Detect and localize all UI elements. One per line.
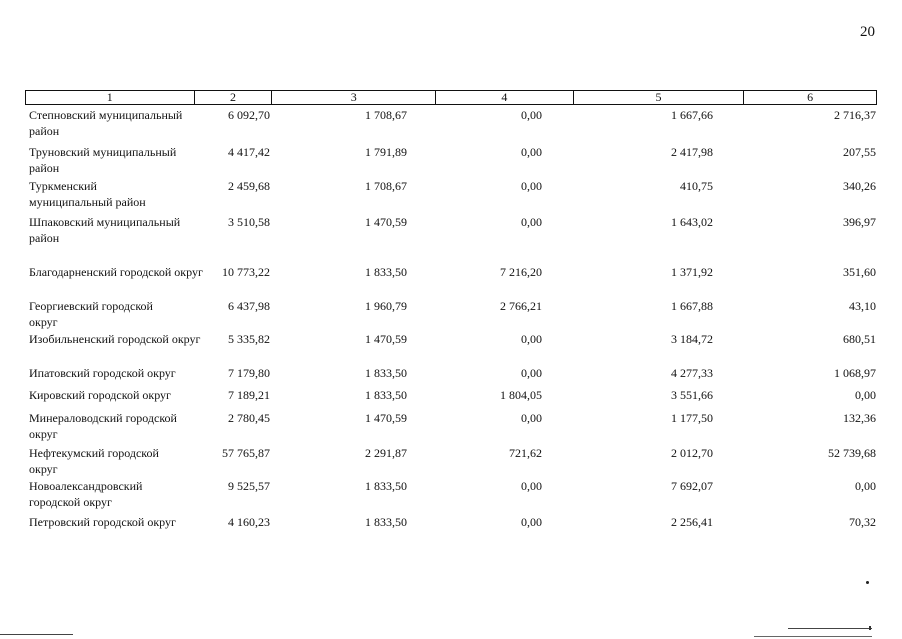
table-row [0, 446, 902, 478]
cell-col-5: 2 012,70 [671, 446, 713, 460]
cell-col-2: 4 417,42 [228, 145, 270, 159]
cell-col-3: 2 291,87 [365, 446, 407, 460]
cell-col-4: 0,00 [521, 108, 542, 122]
cell-col-2: 6 437,98 [228, 299, 270, 313]
cell-col-5: 1 371,92 [671, 265, 713, 279]
cell-col-3: 1 470,59 [365, 215, 407, 229]
cell-col-2: 7 189,21 [228, 388, 270, 402]
table-row [0, 145, 902, 177]
table-header [25, 90, 877, 105]
cell-col-2: 57 765,87 [222, 446, 270, 460]
cell-col-3: 1 791,89 [365, 145, 407, 159]
cell-col-5: 2 256,41 [671, 515, 713, 529]
cell-col-5: 3 184,72 [671, 332, 713, 346]
column-header-5: 5 [574, 91, 745, 104]
row-name: Минераловодский городской округ [29, 411, 177, 441]
row-name: Новоалександровский городской округ [29, 479, 143, 509]
row-name: Изобильненский городской округ [29, 332, 201, 346]
cell-col-5: 2 417,98 [671, 145, 713, 159]
cell-col-6: 680,51 [843, 332, 876, 346]
cell-col-4: 0,00 [521, 479, 542, 493]
cell-col-6: 0,00 [855, 388, 876, 402]
footer-rule-right [788, 628, 872, 629]
cell-col-2: 4 160,23 [228, 515, 270, 529]
table-row [0, 332, 902, 364]
cell-col-2: 10 773,22 [222, 265, 270, 279]
cell-col-3: 1 960,79 [365, 299, 407, 313]
table-row [0, 411, 902, 443]
cell-col-6: 43,10 [849, 299, 876, 313]
row-name: Нефтекумский городской округ [29, 446, 159, 476]
cell-col-4: 2 766,21 [500, 299, 542, 313]
row-name: Благодарненский городской округ [29, 265, 203, 279]
table-row [0, 515, 902, 547]
cell-col-3: 1 833,50 [365, 366, 407, 380]
row-name: Туркменский муниципальный район [29, 179, 146, 209]
table-row [0, 108, 902, 140]
scan-mark-dot [866, 581, 869, 584]
cell-col-3: 1 833,50 [365, 479, 407, 493]
cell-col-3: 1 470,59 [365, 411, 407, 425]
cell-col-6: 396,97 [843, 215, 876, 229]
column-header-3: 3 [272, 91, 436, 104]
row-name: Кировский городской округ [29, 388, 171, 402]
cell-col-6: 207,55 [843, 145, 876, 159]
table-row [0, 299, 902, 331]
row-name: Георгиевский городской округ [29, 299, 153, 329]
row-name: Степновский муниципальный район [29, 108, 183, 138]
row-name: Ипатовский городской округ [29, 366, 176, 380]
cell-col-5: 410,75 [680, 179, 713, 193]
cell-col-2: 9 525,57 [228, 479, 270, 493]
cell-col-5: 4 277,33 [671, 366, 713, 380]
column-header-1: 1 [26, 91, 195, 104]
cell-col-5: 1 177,50 [671, 411, 713, 425]
cell-col-5: 1 667,88 [671, 299, 713, 313]
cell-col-6: 132,36 [843, 411, 876, 425]
cell-col-6: 340,26 [843, 179, 876, 193]
cell-col-2: 2 780,45 [228, 411, 270, 425]
column-header-4: 4 [436, 91, 574, 104]
row-name: Петровский городской округ [29, 515, 176, 529]
footer-rule-left [0, 634, 73, 635]
cell-col-6: 70,32 [849, 515, 876, 529]
cell-col-2: 2 459,68 [228, 179, 270, 193]
cell-col-6: 2 716,37 [834, 108, 876, 122]
cell-col-4: 0,00 [521, 179, 542, 193]
cell-col-5: 1 643,02 [671, 215, 713, 229]
cell-col-4: 0,00 [521, 366, 542, 380]
cell-col-3: 1 708,67 [365, 179, 407, 193]
table-row [0, 215, 902, 247]
cell-col-3: 1 470,59 [365, 332, 407, 346]
page-number: 20 [860, 24, 875, 40]
cell-col-6: 52 739,68 [828, 446, 876, 460]
cell-col-5: 3 551,66 [671, 388, 713, 402]
cell-col-4: 0,00 [521, 515, 542, 529]
row-name: Труновский муниципальный район [29, 145, 177, 175]
footer-rule-right-lower [754, 636, 872, 637]
cell-col-4: 0,00 [521, 145, 542, 159]
cell-col-5: 1 667,66 [671, 108, 713, 122]
cell-col-5: 7 692,07 [671, 479, 713, 493]
table-row [0, 479, 902, 511]
cell-col-4: 0,00 [521, 411, 542, 425]
cell-col-3: 1 833,50 [365, 388, 407, 402]
cell-col-4: 1 804,05 [500, 388, 542, 402]
column-header-2: 2 [195, 91, 273, 104]
cell-col-4: 0,00 [521, 332, 542, 346]
cell-col-4: 721,62 [509, 446, 542, 460]
cell-col-2: 3 510,58 [228, 215, 270, 229]
table-row [0, 265, 902, 297]
cell-col-2: 5 335,82 [228, 332, 270, 346]
cell-col-4: 0,00 [521, 215, 542, 229]
cell-col-3: 1 833,50 [365, 515, 407, 529]
cell-col-3: 1 833,50 [365, 265, 407, 279]
cell-col-6: 351,60 [843, 265, 876, 279]
cell-col-3: 1 708,67 [365, 108, 407, 122]
column-header-6: 6 [807, 90, 814, 104]
cell-col-4: 7 216,20 [500, 265, 542, 279]
cell-col-6: 0,00 [855, 479, 876, 493]
row-name: Шпаковский муниципальный район [29, 215, 181, 245]
cell-col-2: 7 179,80 [228, 366, 270, 380]
table-row [0, 179, 902, 211]
cell-col-6: 1 068,97 [834, 366, 876, 380]
footer-tick-mark [869, 626, 871, 630]
cell-col-2: 6 092,70 [228, 108, 270, 122]
